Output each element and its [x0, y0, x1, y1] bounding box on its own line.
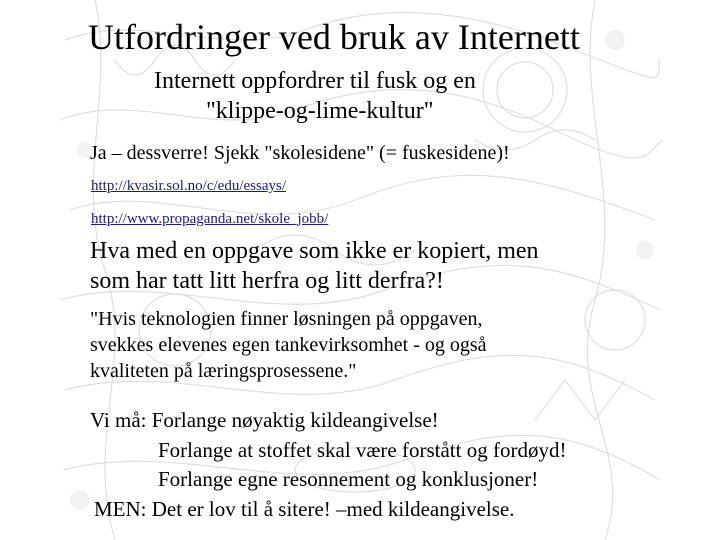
- requirement-item: Forlange at stoffet skal være forstått og fordøyd!: [158, 437, 567, 462]
- requirement-item: Forlange egne resonnement og konklusjoner!: [158, 467, 539, 491]
- quote-block: [90, 306, 487, 384]
- requirement-row: [90, 406, 566, 436]
- link-kvasir-essays[interactable]: http://kvasir.sol.no/c/edu/essays/: [91, 178, 286, 194]
- requirement-row: [90, 465, 566, 495]
- subtitle-line-1: Internett oppfordrer til fusk og en: [154, 68, 476, 94]
- requirements-block: [90, 406, 566, 524]
- quote-line: svekkes elevenes egen tankevirksomhet - og også: [90, 334, 487, 356]
- subtitle-line-2: "klippe-og-lime-kultur": [206, 98, 434, 124]
- requirement-item: Forlange nøyaktig kildeangivelse!: [151, 408, 439, 432]
- question-block: [90, 236, 539, 296]
- requirements-label: Vi må:: [90, 408, 147, 432]
- link-propaganda-skole[interactable]: http://www.propaganda.net/skole_jobb/: [91, 211, 329, 227]
- requirements-final: MEN: Det er lov til å sitere! –med kildeangivelse.: [94, 496, 515, 521]
- slide-title: Utfordringer ved bruk av Internett: [88, 17, 580, 57]
- quote-line: "Hvis teknologien finner løsningen på oppgaven,: [90, 308, 483, 330]
- question-line: Hva med en oppgave som ikke er kopiert, men: [90, 238, 539, 264]
- quote-line: kvaliteten på læringsprosessene.": [90, 360, 357, 382]
- intro-text: Ja – dessverre! Sjekk "skolesidene" (= fuskesidene)!: [90, 142, 510, 164]
- requirement-row: [90, 436, 566, 466]
- question-line: som har tatt litt herfra og litt derfra?!: [90, 268, 444, 294]
